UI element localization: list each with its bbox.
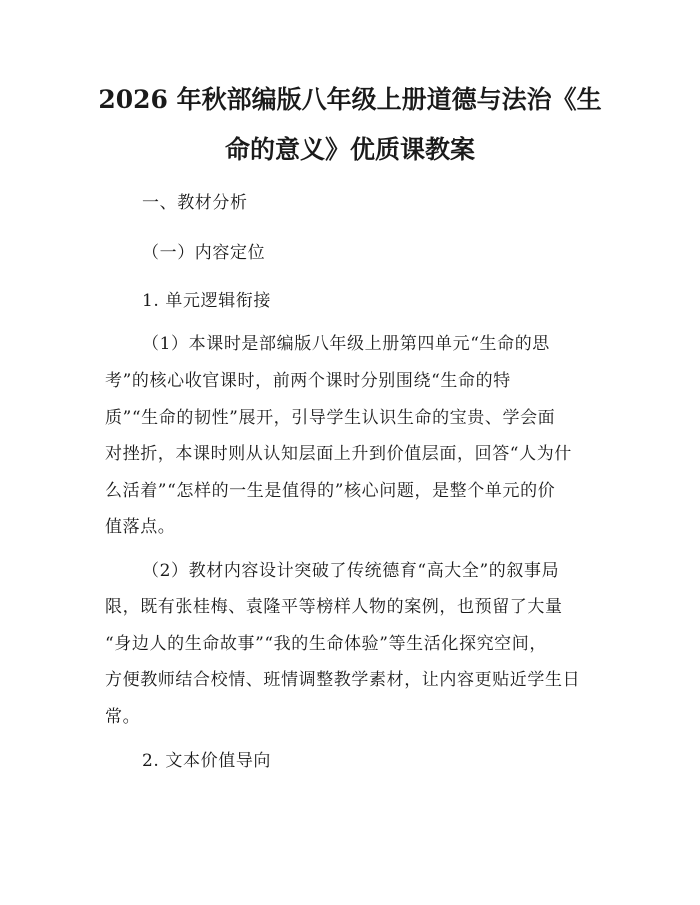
paragraph-line: 考”的核心收官课时，前两个课时分别围绕“生命的特 — [105, 371, 511, 391]
paragraph-line: 么活着”“怎样的一生是值得的”核心问题，是整个单元的价 — [105, 481, 556, 501]
paragraph-line: 限，既有张桂梅、袁隆平等榜样人物的案例，也预留了大量 — [105, 597, 563, 617]
paragraph-line: 质”“生命的韧性”展开，引导学生认识生命的宝贵、学会面 — [105, 408, 556, 428]
document-title-line-1: 2026 年秋部编版八年级上册道德与法治《生 — [98, 85, 602, 114]
paragraph-line: （1）本课时是部编版八年级上册第四单元“生命的思 — [142, 334, 550, 354]
paragraph-line: 常。 — [105, 707, 141, 727]
document-title-line-2: 命的意义》优质课教案 — [224, 135, 475, 164]
subsection-heading: （一）内容定位 — [142, 243, 266, 263]
paragraph-line: 对挫折，本课时则从认知层面上升到价值层面，回答“人为什 — [105, 444, 572, 464]
paragraph-line: 值落点。 — [105, 517, 176, 537]
item-heading: 1. 单元逻辑衔接 — [142, 291, 272, 311]
paragraph-line: “身边人的生命故事”“我的生命体验”等生活化探究空间， — [105, 634, 547, 654]
paragraph-line: 方便教师结合校情、班情调整教学素材，让内容更贴近学生日 — [105, 670, 581, 690]
item-heading: 2. 文本价值导向 — [142, 751, 272, 771]
section-heading: 一、教材分析 — [142, 193, 248, 213]
paragraph-line: （2）教材内容设计突破了传统德育“高大全”的叙事局 — [142, 561, 560, 581]
